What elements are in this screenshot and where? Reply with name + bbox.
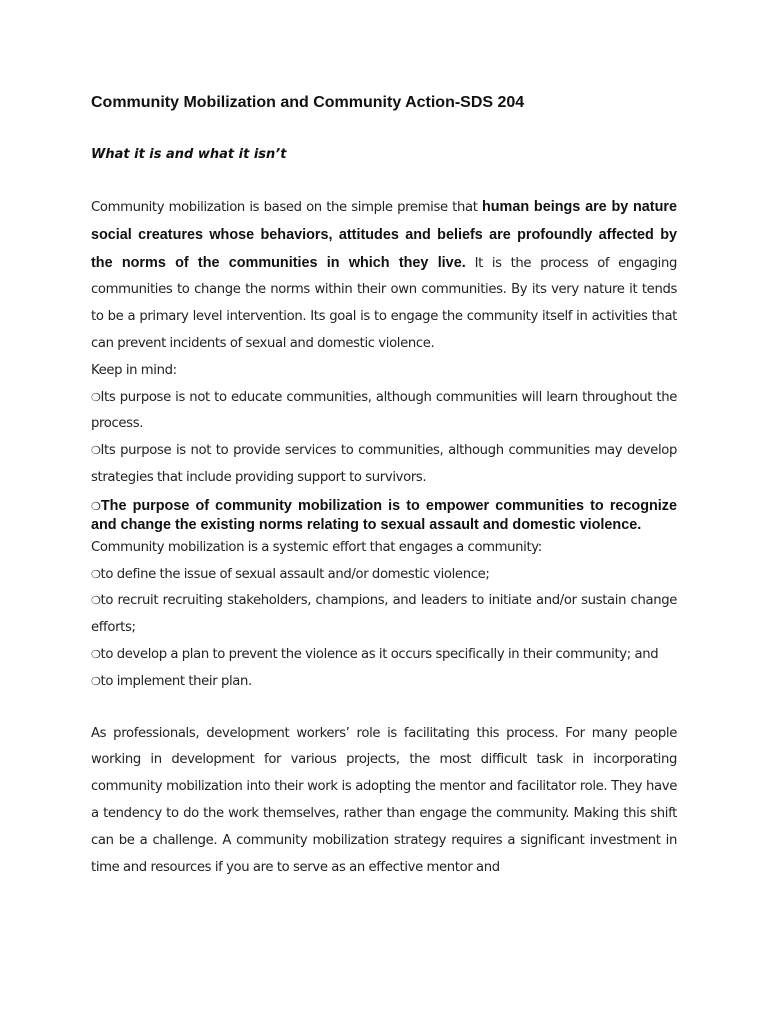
- purpose-statement: [91, 497, 677, 535]
- list-item: [91, 562, 677, 589]
- document-title: Community Mobilization and Community Action-SDS 204: [91, 94, 525, 111]
- document-body: [91, 92, 677, 881]
- intro-emphasis: human beings are by nature social creatures whose behaviors, attitudes and beliefs are profoundly affected by the norms of the communities in which they live.: [91, 199, 677, 271]
- closing-paragraph: As professionals, development workers’ role is facilitating this process. For many people working in development for various projects, the most difficult task in incorporating community mobilization into their work is adopting the mentor and facilitator role. They have a tendency to do the work themselves, rather than engage the community. Making this shift can be a challenge. A community mobilization strategy requires a significant investment in time and resources if you are to serve as an effective mentor and: [91, 725, 677, 875]
- list-item: [91, 642, 677, 669]
- list-item-text: Its purpose is not to provide services to communities, although communities may develop strategies that include providing support to survivors.: [91, 443, 677, 485]
- intro-paragraph: [91, 194, 677, 358]
- circle-bullet-icon: ❍: [91, 444, 101, 458]
- list-item: [91, 438, 677, 492]
- intro-rest: It is the process of engaging communities to change the norms within their own communities. By its very nature it tends to be a primary level intervention. Its goal is to engage the community itself in activities that can prevent incidents of sexual and domestic violence.: [91, 255, 678, 351]
- list-item-text: Its purpose is not to educate communities, although communities will learn throughout the process.: [91, 389, 677, 432]
- circle-bullet-icon: ❍: [91, 594, 101, 608]
- systemic-intro: Community mobilization is a systemic effort that engages a community:: [91, 539, 542, 555]
- intro-lead: Community mobilization is based on the simple premise that: [91, 200, 482, 215]
- circle-bullet-icon: ❍: [91, 647, 101, 661]
- keep-in-mind-label: Keep in mind:: [91, 362, 177, 378]
- list-item-text: to develop a plan to prevent the violence as it occurs specifically in their community; and: [100, 646, 659, 662]
- list-item-text: to define the issue of sexual assault and/or domestic violence;: [100, 566, 490, 582]
- list-item: [91, 385, 677, 439]
- list-item: [91, 588, 677, 642]
- document-subtitle: What it is and what it isn’t: [91, 147, 287, 162]
- list-item: [91, 669, 677, 696]
- circle-bullet-icon: ❍: [91, 390, 101, 404]
- list-item-text: to recruit recruiting stakeholders, champions, and leaders to initiate and/or sustain change efforts;: [91, 593, 677, 636]
- circle-bullet-icon: ❍: [91, 567, 101, 581]
- circle-bullet-icon: ❍: [91, 674, 101, 688]
- purpose-statement-text: The purpose of community mobilization is to empower communities to recognize and change the existing norms relating to sexual assault and domestic violence.: [91, 497, 677, 533]
- list-item-text: to implement their plan.: [100, 673, 252, 689]
- circle-bullet-icon: ❍: [91, 499, 101, 513]
